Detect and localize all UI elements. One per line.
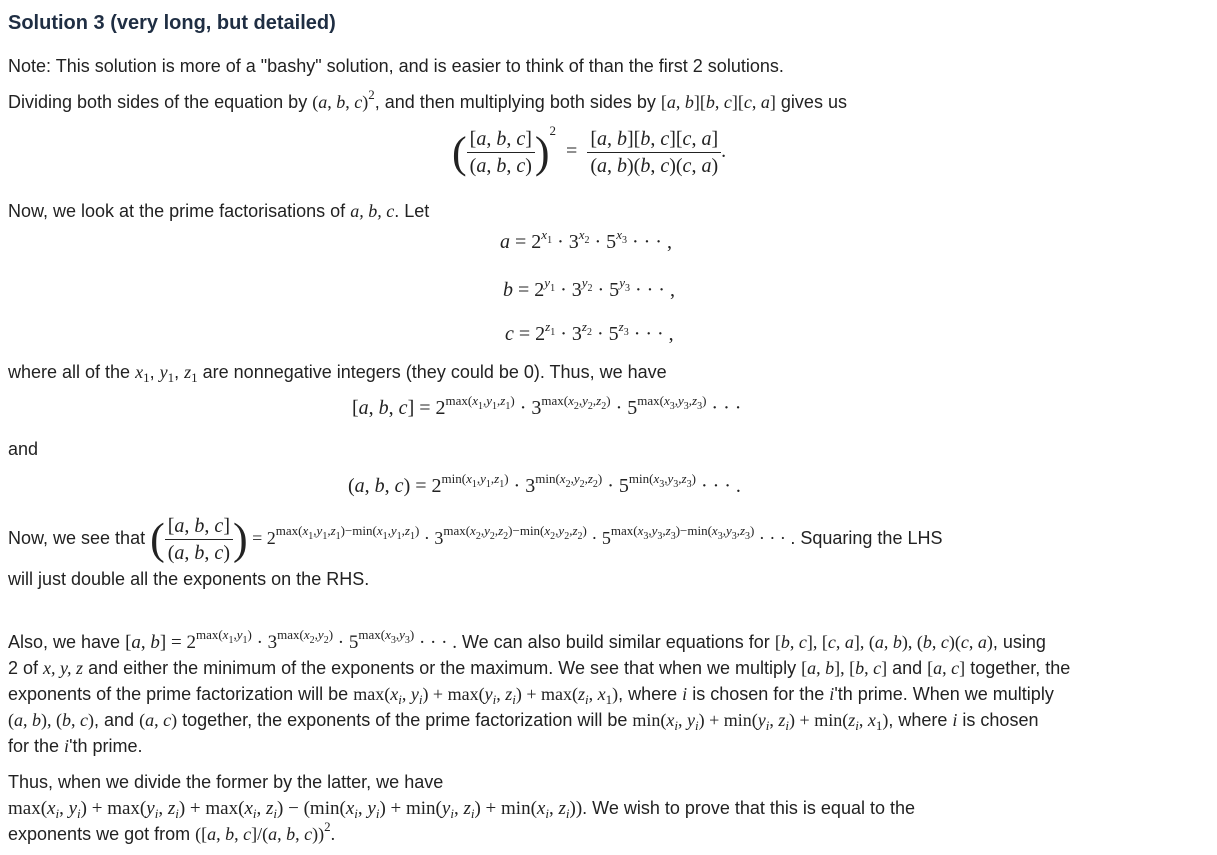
factorisation-intro: Now, we look at the prime factorisations of a, b, c. Let (8, 201, 430, 221)
equation-a-factorisation: $a = 2^{x_1} \cdot 3^{x_2} \cdot 5^{x_3}$ · · · , (500, 227, 672, 253)
nonnegative-integers-text: where all of the $x_1$, $y_1$, $z_1$ are nonnegative integers (they could be 0). Thus, we have (8, 362, 667, 385)
double-exponents-text: will just double all the exponents on the RHS. (8, 569, 370, 589)
also-line-3: exponents of the prime factorization will be $\max(x_i$, $y_i) + \max(y_i$, $z_i) + \max(z_i$, $x_1$), where i is chosen for the i'th prime. When we multiply (8, 684, 1054, 707)
equation-lcm-gcd-ratio: ( $\frac{[a, b, c]}{(a, b, c)}$ )$^2$ = $\frac{[a, b][b, c][c, a]}{(a, b)(b, c)(c, a)}$ . (452, 123, 727, 177)
note-text: Note: This solution is more of a "bashy" solution, and is easier to think of than the first 2 solutions. (8, 56, 784, 76)
also-line-4: (a, b), (b, c), and (a, c) together, the exponents of the prime factorization will be $\min(x_i$, $y_i) + \min(y_i$, $z_i) + \min(z_i$, $x_1$), where i is chosen (8, 710, 1039, 733)
equation-c-factorisation: $c = 2^{z_1} \cdot 3^{z_2} \cdot 5^{z_3}$ · · · , (505, 319, 674, 345)
thus-line-2: $\max(x_i$, $y_i) + \max(y_i$, $z_i) + \max(x_i$, $z_i) - (\min(x_i$, $y_i) + \min(y_i$, $z_i) + \min(x_i$, $z_i$)). We wish to prove that this is equal to the (8, 798, 915, 821)
solution-heading: Solution 3 (very long, but detailed) (8, 12, 336, 34)
equation-b-factorisation: $b = 2^{y_1} \cdot 3^{y_2} \cdot 5^{y_3}$ · · · , (503, 275, 675, 301)
and-text: and (8, 439, 39, 459)
thus-line-3: exponents we got from ([a, b, c]/(a, b, c))$^2$. (8, 819, 336, 844)
also-line-5: for the i'th prime. (8, 736, 143, 756)
also-line-2: 2 of x, y, z and either the minimum of the exponents or the maximum. We see that when we multiply [a, b], [b, c] and [a, c] together, the (8, 658, 1071, 678)
equation-gcd-min: (a, b, $c) = 2^{min(x_1,y_1,z_1)} \cdot 3^{min(x_2,y_2,z_2)} \cdot 5^{min(x_3,y_3,z_3)}$ · · · . (348, 471, 741, 497)
equation-lcm-max: [a, b, $c] = 2^{max(x_1,y_1,z_1)} \cdot 3^{max(x_2,y_2,z_2)} \cdot 5^{max(x_3,y_3,z_3)}$ · · · (352, 393, 742, 419)
dividing-paragraph: Dividing both sides of the equation by (a, b, c)$^2$, and then multiplying both sides by [a, b][b, c][c, a] gives us (8, 87, 847, 112)
also-line-1: Also, we have [a, $b] = 2^{max(x_1,y_1)} \cdot 3^{max(x_2,y_2)} \cdot 5^{max(x_3,y_3)}$ · · · . We can also build similar equations for [b, c], [c, a], (a, b), (b, c)(c, a), using (8, 627, 1046, 653)
ratio-paragraph: Now, we see that ( $\frac{[a, b, c]}{(a, b, c)}$ ) = $2^{max(x_1,y_1,z_1)-min(x_1,y_1,z_1)} \cdot 3^{max(x_2,y_2,z_2)-min(x_2,y_2,z_2)} \cdot 5^{max(x_3,y_3,z_3)-min(x_3,y_3,z_3)}$ · · · . Squaring the LHS (8, 514, 943, 564)
thus-line-1: Thus, when we divide the former by the latter, we have (8, 772, 444, 792)
